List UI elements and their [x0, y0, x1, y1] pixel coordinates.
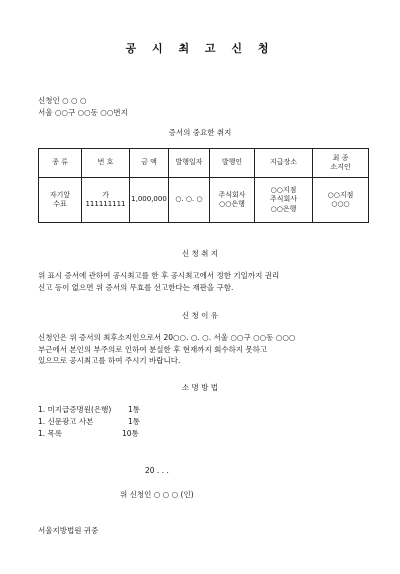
reason-line: 부근에서 본인의 부주의로 인하여 분실한 후 현재까지 회수하지 못하고 — [38, 344, 268, 354]
evidence-label: 1. 신문광고 사본 — [38, 417, 94, 426]
purpose-line: 위 표시 증서에 관하여 공시최고를 한 후 공시최고에서 정한 기일까지 권리 — [38, 271, 280, 280]
list-item — [38, 428, 158, 438]
reason-paragraph — [38, 332, 295, 367]
claim-table — [38, 148, 369, 223]
cell-amount: 1,000,000 — [130, 178, 169, 223]
column-header-issuer: 발행인 — [210, 149, 255, 178]
evidence-count: 10통 — [122, 429, 139, 438]
purpose-heading: 신 청 취 지 — [181, 249, 219, 258]
evidence-label: 1. 미지급증명원(은행) — [38, 405, 112, 414]
evidence-count: 1통 — [128, 405, 141, 414]
cell-issue-date: ○. ○. ○ — [169, 178, 210, 223]
list-item — [38, 404, 158, 414]
applicant-name: 신청인 ○ ○ ○ — [38, 96, 87, 105]
purpose-paragraph — [38, 270, 279, 293]
claim-section-title: 증서의 중요한 취지 — [168, 128, 232, 137]
document-title: 공 시 최 고 신 청 — [125, 42, 275, 55]
reason-line: 있으므로 공시최고를 하여 주시기 바랍니다. — [38, 356, 181, 365]
column-header-payment-place: 지급장소 — [255, 149, 313, 178]
court-line: 서울지방법원 귀중 — [38, 526, 99, 535]
purpose-line: 신고 등이 없으면 위 증서의 무효를 선고한다는 재판을 구함. — [38, 282, 234, 292]
column-header-type: 종 류 — [39, 149, 82, 178]
cell-type: 자기앞 수표 — [39, 178, 82, 223]
cell-payment-place: ○○지점 주식회사 ○○은행 — [255, 178, 313, 223]
claim-table-header-row — [39, 149, 369, 178]
cell-last-holder: ○○지점 ○○○ — [313, 178, 369, 223]
list-item — [38, 416, 158, 426]
evidence-label: 1. 목록 — [38, 429, 63, 438]
evidence-count: 1통 — [128, 417, 141, 426]
evidence-heading: 소 명 방 법 — [181, 383, 219, 392]
table-row — [39, 178, 369, 223]
column-header-amount: 금 액 — [130, 149, 169, 178]
signature-line: 위 신청인 ○ ○ ○ (인) — [120, 490, 194, 499]
column-header-issue-date: 발행일자 — [169, 149, 210, 178]
cell-number: 가 111111111 — [82, 178, 130, 223]
reason-heading: 신 청 이 유 — [181, 311, 219, 320]
cell-issuer: 주식회사 ○○은행 — [210, 178, 255, 223]
column-header-last-holder: 최 종 소지인 — [313, 149, 369, 178]
date-line: 20 . . . — [145, 466, 169, 475]
column-header-number: 번 호 — [82, 149, 130, 178]
applicant-address: 서울 ○○구 ○○동 ○○번지 — [38, 108, 128, 117]
reason-line: 신청인은 위 증서의 최후소지인으로서 20○○. ○. ○. 서울 ○○구 ○○동 ○○○ — [38, 333, 296, 342]
